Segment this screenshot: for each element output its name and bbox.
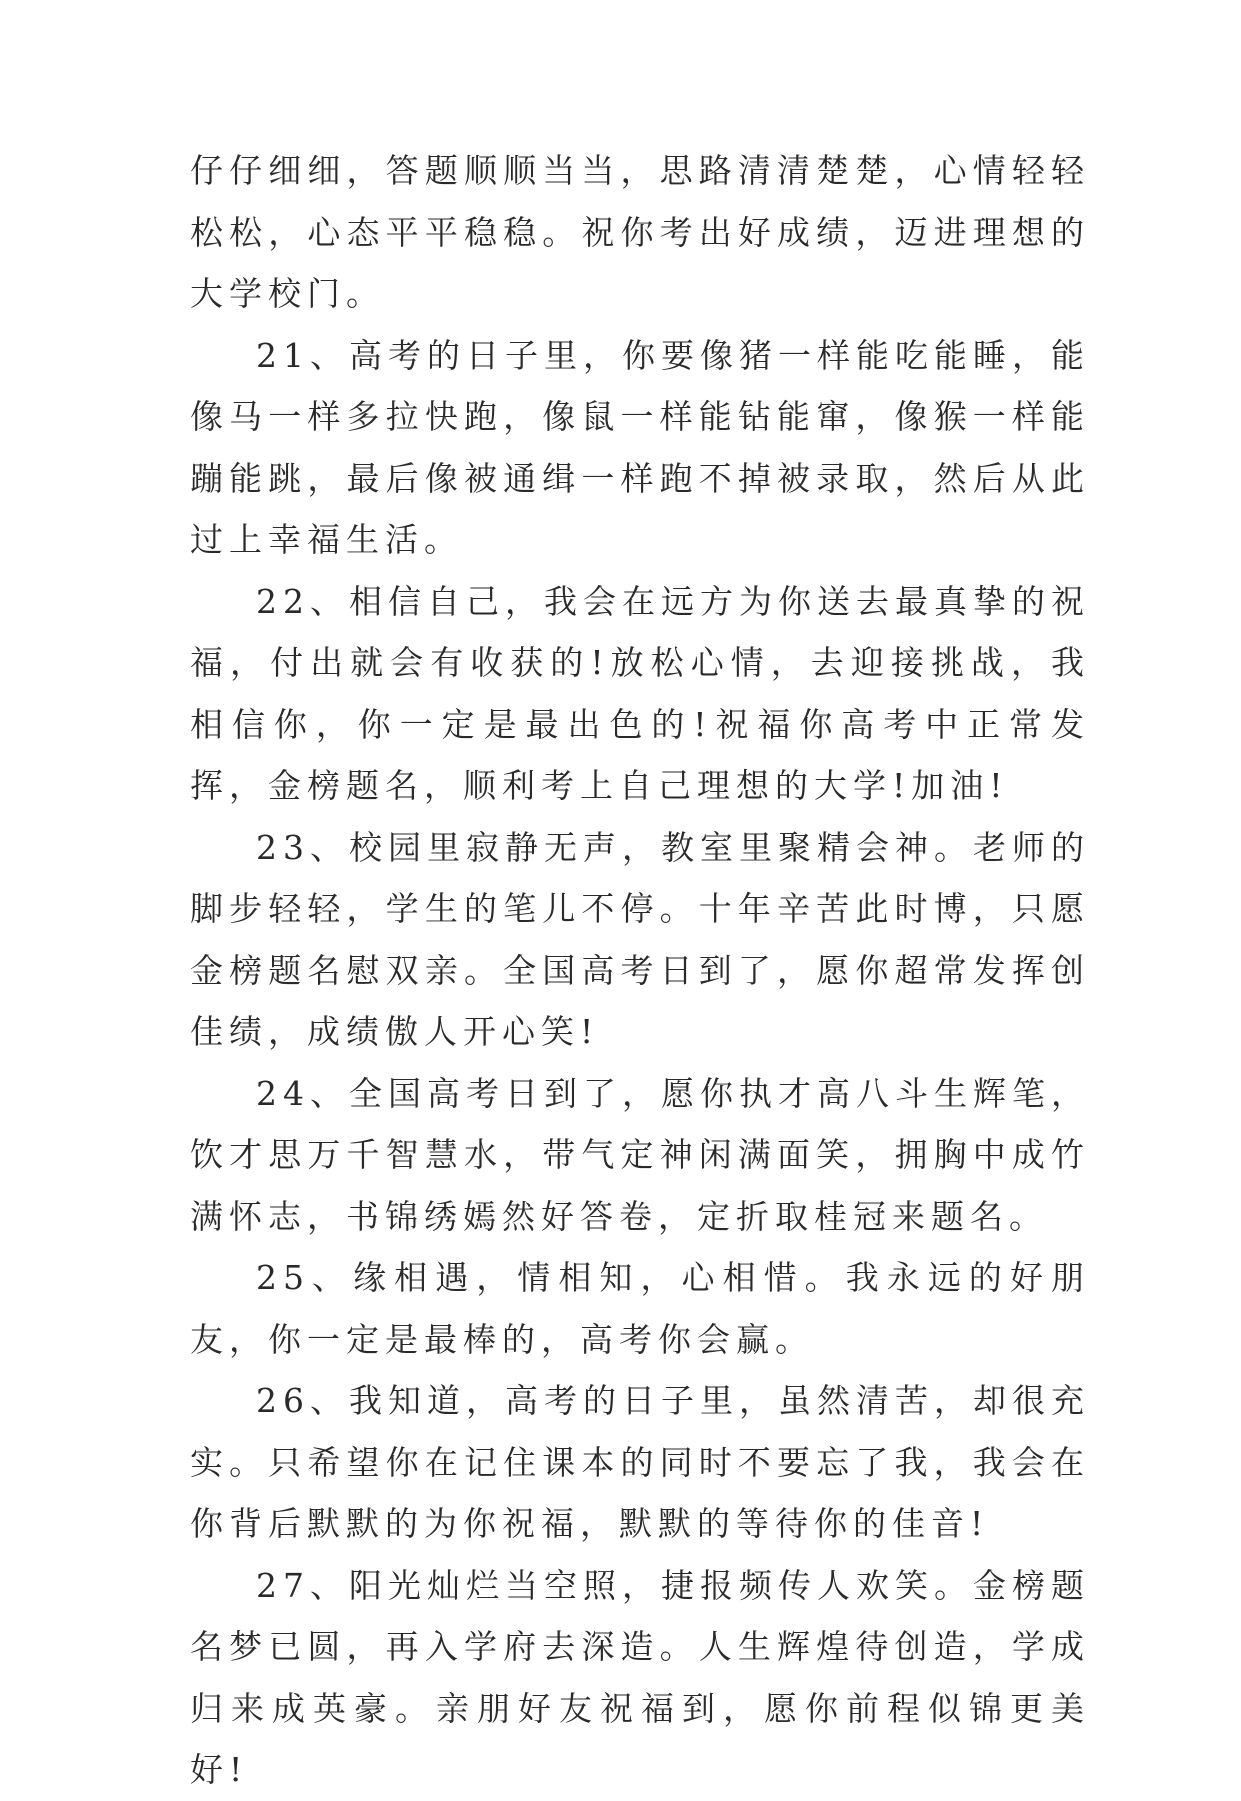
paragraph-26: 26、我知道，高考的日子里，虽然清苦，却很充实。只希望你在记住课本的同时不要忘了我，我会在你背后默默的为你祝福，默默的等待你的佳音! (190, 1381, 1090, 1543)
paragraph-25: 25、缘相遇，情相知，心相惜。我永远的好朋友，你一定是最棒的，高考你会赢。 (190, 1258, 1090, 1359)
paragraph-24: 24、全国高考日到了，愿你执才高八斗生辉笔，饮才思万千智慧水，带气定神闲满面笑，拥胸中成竹满怀志，书锦绣嫣然好答卷，定折取桂冠来题名。 (190, 1073, 1090, 1236)
paragraph-27: 27、阳光灿烂当空照，捷报频传人欢笑。金榜题名梦已圆，再入学府去深造。人生辉煌待创造，学成归来成英豪。亲朋好友祝福到，愿你前程似锦更美好! (190, 1565, 1090, 1789)
paragraph-22: 22、相信自己，我会在远方为你送去最真挚的祝福，付出就会有收获的!放松心情，去迎接挑战，我相信你，你一定是最出色的!祝福你高考中正常发挥，金榜题名，顺利考上自己理想的大学!加油! (190, 581, 1090, 805)
paragraph-continuation: 仔仔细细，答题顺顺当当，思路清清楚楚，心情轻轻松松，心态平平稳稳。祝你考出好成绩，迈进理想的大学校门。 (190, 151, 1090, 313)
paragraph-21: 21、高考的日子里，你要像猪一样能吃能睡，能像马一样多拉快跑，像鼠一样能钻能窜，像猴一样能蹦能跳，最后像被通缉一样跑不掉被录取，然后从此过上幸福生活。 (190, 335, 1090, 559)
document-page (190, 140, 1090, 1789)
paragraph-23: 23、校园里寂静无声，教室里聚精会神。老师的脚步轻轻，学生的笔儿不停。十年辛苦此时博，只愿金榜题名慰双亲。全国高考日到了，愿你超常发挥创佳绩，成绩傲人开心笑! (190, 827, 1090, 1051)
